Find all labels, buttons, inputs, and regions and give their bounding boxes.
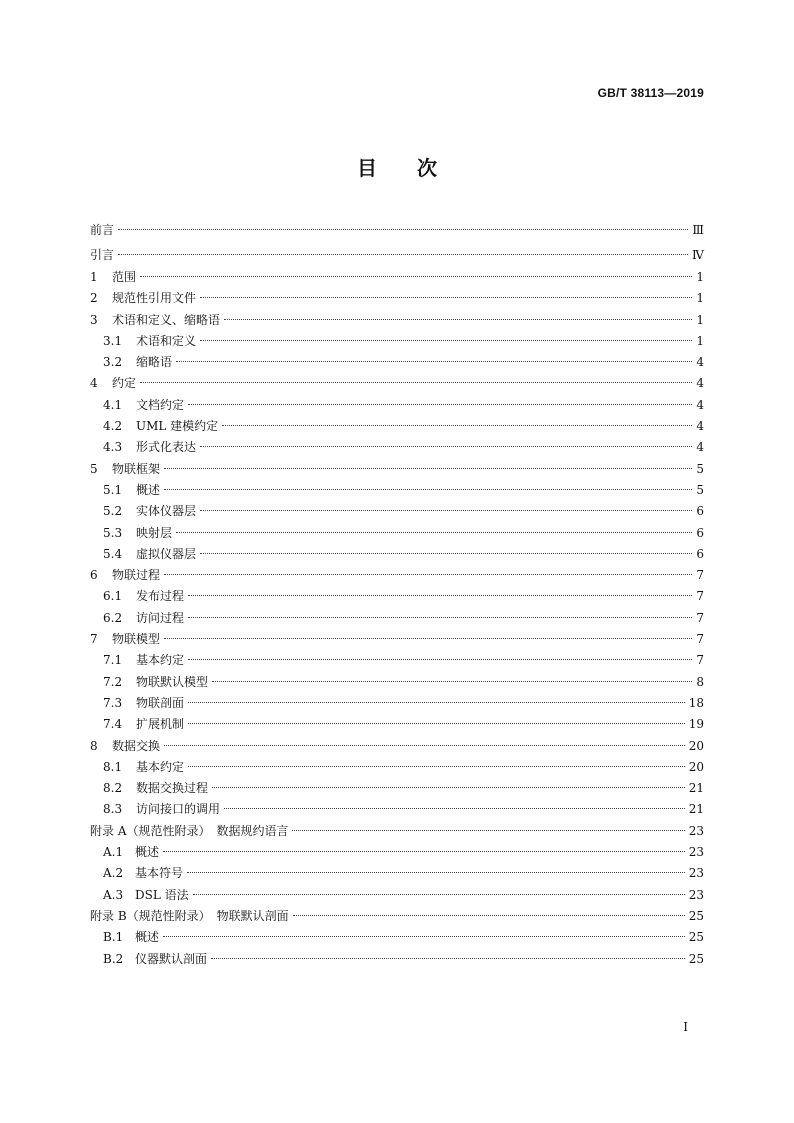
toc-entry-number: 8 <box>90 738 98 753</box>
toc-entry-page: 23 <box>688 887 704 902</box>
standard-number: GB/T 38113—2019 <box>597 86 704 100</box>
toc-entry-label: 虚拟仪器层 <box>136 546 197 561</box>
toc-entry-page: 7 <box>696 589 704 604</box>
toc-entry-page: 6 <box>696 504 704 519</box>
toc-entry-number: 6.1 <box>103 589 123 604</box>
toc-entry-label: 仪器默认剖面 <box>135 951 208 966</box>
page-folio: Ⅰ <box>683 1020 688 1034</box>
dot-leader <box>164 745 685 746</box>
toc-entry-number: 8.3 <box>103 802 123 817</box>
dot-leader <box>188 723 685 724</box>
dot-leader <box>188 595 692 596</box>
dot-leader <box>140 276 692 277</box>
page-title: 目 次 <box>357 156 437 180</box>
toc-entry-label: 概述 <box>135 930 160 945</box>
dot-leader <box>176 532 692 533</box>
toc-entry[interactable] <box>90 757 704 778</box>
dot-leader <box>140 382 692 383</box>
toc-entry-page: 7 <box>696 610 704 625</box>
toc-entry[interactable] <box>90 927 704 948</box>
toc-entry-number: 7.2 <box>103 674 123 689</box>
toc-entry[interactable] <box>90 544 704 565</box>
toc-entry-number: A.1 <box>103 845 124 860</box>
toc-entry-label: 缩略语 <box>136 355 173 370</box>
toc-entry-page: 6 <box>696 525 704 540</box>
toc-entry-page: Ⅲ <box>692 223 704 237</box>
toc-entry-page: 21 <box>688 802 704 817</box>
toc-entry-number: 7 <box>90 632 98 647</box>
toc-entry[interactable] <box>90 650 704 671</box>
toc-entry[interactable] <box>90 480 704 501</box>
toc-entry-page: 1 <box>696 312 704 327</box>
toc-entry-number: 5.1 <box>103 482 123 497</box>
toc-entry-page: 5 <box>696 482 704 497</box>
toc-entry-number: 4.1 <box>103 397 123 412</box>
dot-leader <box>164 489 692 490</box>
toc-entry-number: 5.3 <box>103 525 123 540</box>
toc-entry-label: 访问过程 <box>136 610 185 625</box>
toc-entry[interactable] <box>90 906 704 927</box>
toc-entry-label: 发布过程 <box>136 589 185 604</box>
toc-entry-number: 8.2 <box>103 781 123 796</box>
dot-leader <box>163 851 685 852</box>
toc-entry[interactable] <box>90 218 704 243</box>
toc-entry-label: 基本约定 <box>136 759 185 774</box>
toc-entry[interactable] <box>90 523 704 544</box>
toc-entry-label: 实体仪器层 <box>136 504 197 519</box>
toc-entry[interactable] <box>90 608 704 629</box>
dot-leader <box>188 659 692 660</box>
dot-leader <box>224 808 685 809</box>
dot-leader <box>188 766 685 767</box>
toc-entry-page: 8 <box>696 674 704 689</box>
dot-leader <box>200 553 692 554</box>
toc-entry[interactable] <box>90 672 704 693</box>
toc-entry-page: 7 <box>696 632 704 647</box>
toc-entry-label: 基本约定 <box>136 653 185 668</box>
toc-entry-label: 访问接口的调用 <box>136 802 221 817</box>
toc-entry[interactable] <box>90 310 704 331</box>
toc-entry-page: 25 <box>688 908 704 923</box>
toc-entry[interactable] <box>90 416 704 437</box>
toc-entry[interactable] <box>90 395 704 416</box>
toc-entry-page: 1 <box>696 270 704 284</box>
toc-entry-label: 物联框架 <box>112 461 161 476</box>
toc-entry-number: 5.4 <box>103 546 123 561</box>
dot-leader <box>164 638 692 639</box>
dot-leader <box>224 319 692 320</box>
toc-entry-label: 规范性引用文件 <box>112 291 197 306</box>
toc-entry-label: 物联过程 <box>112 568 161 583</box>
toc-entry-page: 25 <box>688 930 704 945</box>
toc-entry-number: 8.1 <box>103 759 123 774</box>
toc-entry-page: 18 <box>688 695 704 710</box>
dot-leader <box>118 229 688 230</box>
dot-leader <box>200 297 692 298</box>
toc-entry[interactable] <box>90 501 704 522</box>
toc-entry-number: B.1 <box>103 930 124 945</box>
toc-entry-number: 5 <box>90 461 98 476</box>
dot-leader <box>187 872 685 873</box>
toc-entry[interactable] <box>90 863 704 884</box>
toc-entry-number: A.3 <box>103 887 124 902</box>
toc-entry[interactable] <box>90 565 704 586</box>
dot-leader <box>193 894 685 895</box>
toc-entry-number: 7.1 <box>103 653 123 668</box>
toc-entry-number: 5.2 <box>103 504 123 519</box>
toc-entry-page: 6 <box>696 546 704 561</box>
toc-entry-page: 7 <box>696 568 704 583</box>
toc-entry-label: 概述 <box>136 482 161 497</box>
toc-entry-page: 1 <box>696 333 704 348</box>
dot-leader <box>212 681 692 682</box>
toc-entry[interactable] <box>90 736 704 757</box>
dot-leader <box>188 617 692 618</box>
dot-leader <box>211 958 685 959</box>
toc-entry-number: 4 <box>90 376 98 391</box>
toc-entry-label: 物联模型 <box>112 632 161 647</box>
toc-entry-label: 引言 <box>90 247 115 262</box>
toc-entry-page: 4 <box>696 376 704 391</box>
dot-leader <box>188 702 685 703</box>
toc-entry-page: 20 <box>688 738 704 753</box>
dot-leader <box>176 361 692 362</box>
toc-entry-label: 物联剖面 <box>136 695 185 710</box>
toc-entry-page: 23 <box>688 845 704 860</box>
toc-entry-number: A.2 <box>103 866 124 881</box>
toc-entry-page: 23 <box>688 866 704 881</box>
toc-entry-label: 附录 A（规范性附录） 数据规约语言 <box>90 823 289 838</box>
toc-entry-label: 概述 <box>135 845 160 860</box>
toc-entry-label: 约定 <box>112 376 137 391</box>
toc-entry-page: 4 <box>696 440 704 455</box>
toc-entry[interactable] <box>90 821 704 842</box>
toc-entry-page: 23 <box>688 823 704 838</box>
toc-entry-number: 7.3 <box>103 695 123 710</box>
toc-entry-label: 附录 B（规范性附录） 物联默认剖面 <box>90 908 289 923</box>
dot-leader <box>164 468 692 469</box>
toc-entry[interactable] <box>90 352 704 373</box>
toc-entry-label: 形式化表达 <box>136 440 197 455</box>
toc-entry-page: 21 <box>688 781 704 796</box>
dot-leader <box>200 446 692 447</box>
toc-entry-label: 术语和定义 <box>136 333 197 348</box>
toc-entry-label: 文档约定 <box>136 397 185 412</box>
toc-entry[interactable] <box>90 778 704 799</box>
toc-entry[interactable] <box>90 714 704 735</box>
dot-leader <box>118 254 688 255</box>
toc-entry-number: 3.1 <box>103 333 123 348</box>
toc-entry[interactable] <box>90 373 704 394</box>
toc-entry-label: 前言 <box>90 223 115 237</box>
dot-leader <box>200 510 692 511</box>
toc-entry-label: 物联默认模型 <box>136 674 209 689</box>
toc-entry[interactable] <box>90 949 704 970</box>
dot-leader <box>164 574 692 575</box>
toc-entry-page: 4 <box>696 419 704 434</box>
toc-entry-label: DSL 语法 <box>135 887 189 902</box>
dot-leader <box>200 340 692 341</box>
toc-entry-number: B.2 <box>103 951 124 966</box>
toc-entry-label: 基本符号 <box>135 866 184 881</box>
dot-leader <box>293 915 685 916</box>
toc-entry[interactable] <box>90 267 704 288</box>
toc-entry[interactable] <box>90 693 704 714</box>
toc-entry-number: 7.4 <box>103 717 123 732</box>
toc-entry[interactable] <box>90 799 704 820</box>
toc-entry-number: 3 <box>90 312 98 327</box>
toc-entry-number: 1 <box>90 270 98 284</box>
dot-leader <box>163 936 685 937</box>
toc-entry[interactable] <box>90 459 704 480</box>
toc-entry-number: 6.2 <box>103 610 123 625</box>
table-of-contents <box>90 218 704 970</box>
toc-entry[interactable] <box>90 288 704 309</box>
toc-entry-page: 20 <box>688 759 704 774</box>
toc-entry[interactable] <box>90 885 704 906</box>
toc-entry-page: 4 <box>696 397 704 412</box>
toc-entry[interactable] <box>90 842 704 863</box>
dot-leader <box>222 425 692 426</box>
toc-entry-page: 19 <box>688 717 704 732</box>
toc-entry-number: 2 <box>90 291 98 306</box>
toc-entry[interactable] <box>90 586 704 607</box>
toc-entry[interactable] <box>90 437 704 458</box>
toc-entry-page: Ⅳ <box>692 247 704 262</box>
dot-leader <box>212 787 685 788</box>
toc-entry-label: 数据交换 <box>112 738 161 753</box>
toc-entry-label: UML 建模约定 <box>136 419 219 434</box>
toc-entry-page: 7 <box>696 653 704 668</box>
toc-entry-label: 映射层 <box>136 525 173 540</box>
toc-entry-number: 6 <box>90 568 98 583</box>
toc-entry-page: 1 <box>696 291 704 306</box>
toc-entry-number: 4.2 <box>103 419 123 434</box>
toc-entry-label: 范围 <box>112 270 137 284</box>
toc-entry-number: 4.3 <box>103 440 123 455</box>
toc-entry-page: 5 <box>696 461 704 476</box>
toc-entry-page: 25 <box>688 951 704 966</box>
toc-entry-label: 术语和定义、缩略语 <box>112 312 221 327</box>
dot-leader <box>292 830 684 831</box>
toc-entry[interactable] <box>90 243 704 268</box>
toc-entry-page: 4 <box>696 355 704 370</box>
dot-leader <box>188 404 692 405</box>
toc-entry-label: 扩展机制 <box>136 717 185 732</box>
toc-entry-label: 数据交换过程 <box>136 781 209 796</box>
toc-entry[interactable] <box>90 331 704 352</box>
toc-entry-number: 3.2 <box>103 355 123 370</box>
toc-entry[interactable] <box>90 629 704 650</box>
